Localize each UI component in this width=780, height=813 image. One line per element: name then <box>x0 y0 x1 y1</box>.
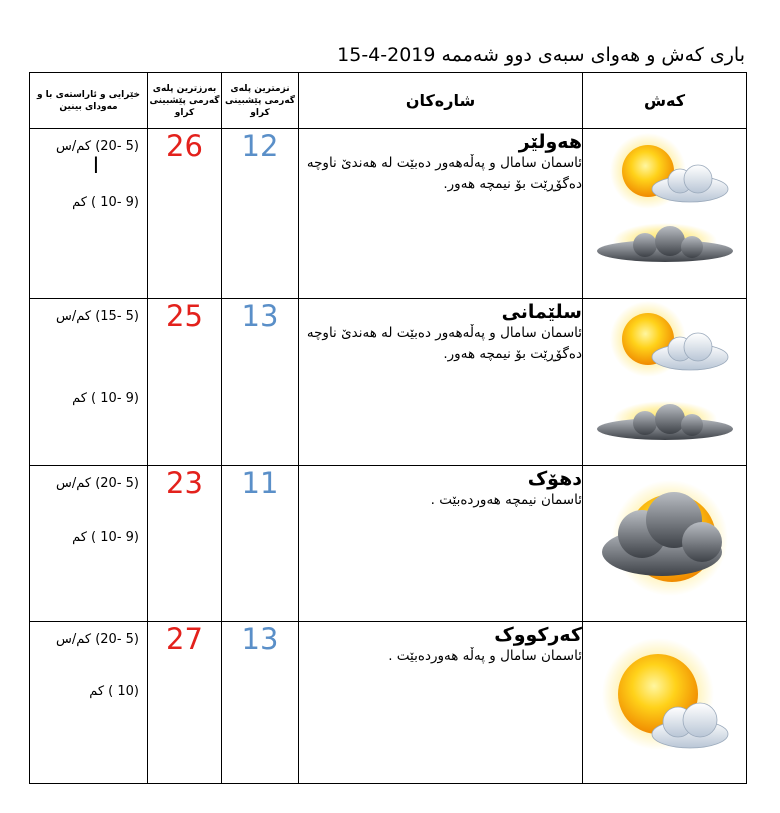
sun-cloud-icon <box>590 133 740 213</box>
min-temp: 11 <box>222 466 299 622</box>
table-row <box>30 622 747 784</box>
max-temp: 25 <box>148 299 222 466</box>
city-name: دهۆک <box>527 468 582 490</box>
min-temp: 13 <box>222 622 299 784</box>
max-temp: 27 <box>148 622 222 784</box>
sun-cloud-icon <box>590 638 740 763</box>
weather-icons-cell <box>583 299 747 466</box>
header-wind: خێرایی و ئاراستەی با و مەودای بینین <box>30 73 148 129</box>
visibility: (9 -10 ) کم <box>72 391 139 406</box>
page-title: باری کەش و هەوای سبەی دوو شەممە 2019-4-15 <box>337 44 745 66</box>
visibility: (10 ) کم <box>89 684 139 699</box>
table-header-row <box>30 73 747 129</box>
table-row <box>30 129 747 299</box>
cloudy-sun-icon <box>590 476 740 601</box>
weather-icons-cell <box>583 622 747 784</box>
city-cell <box>299 299 583 466</box>
wind-mark: ا <box>92 154 99 179</box>
max-temp: 26 <box>148 129 222 299</box>
max-temp: 23 <box>148 466 222 622</box>
table-row <box>30 466 747 622</box>
city-forecast: ئاسمان نیمچە هەوردەبێت . <box>430 492 582 508</box>
wind-cell <box>30 129 148 299</box>
city-cell <box>299 466 583 622</box>
wind-speed: (5 -20) کم/س <box>55 476 139 491</box>
city-forecast: ئاسمان سامال و پەڵەهەور دەبێت لە هەندێ ناوچە دەگۆڕێت بۆ نیمچە هەور. <box>306 155 582 192</box>
min-temp: 12 <box>222 129 299 299</box>
city-name: سلێمانی <box>501 301 582 323</box>
city-forecast: ئاسمان سامال و پەڵەهەور دەبێت لە هەندێ ناوچە دەگۆڕێت بۆ نیمچە هەور. <box>306 325 582 362</box>
header-min-temp: نزمترین پلەی گەرمی پێشبینی کراو <box>222 73 299 129</box>
header-weather: کەش <box>583 73 747 129</box>
header-max-temp: بەرزترین پلەی گەرمی پێشبینی کراو <box>148 73 222 129</box>
header-cities: شارەکان <box>299 73 583 129</box>
table-row <box>30 299 747 466</box>
wind-speed: (5 -20) کم/س <box>55 139 139 154</box>
city-forecast: ئاسمان سامال و پەڵە هەوردەبێت . <box>388 648 582 664</box>
dark-cloud-icon <box>590 397 740 447</box>
city-name: هەولێر <box>518 131 582 153</box>
wind-speed: (5 -15) کم/س <box>55 309 139 324</box>
wind-speed: (5 -20) کم/س <box>55 632 139 647</box>
sun-cloud-icon <box>590 301 740 381</box>
visibility: (9 -10 ) کم <box>72 530 139 545</box>
city-cell <box>299 622 583 784</box>
wind-cell <box>30 299 148 466</box>
min-temp: 13 <box>222 299 299 466</box>
dark-cloud-icon <box>590 219 740 269</box>
visibility: (9 -10 ) کم <box>72 195 139 210</box>
city-name: کەرکووک <box>494 624 582 646</box>
weather-icons-cell <box>583 466 747 622</box>
wind-cell <box>30 622 148 784</box>
city-cell <box>299 129 583 299</box>
weather-table <box>29 72 747 784</box>
wind-cell <box>30 466 148 622</box>
weather-icons-cell <box>583 129 747 299</box>
